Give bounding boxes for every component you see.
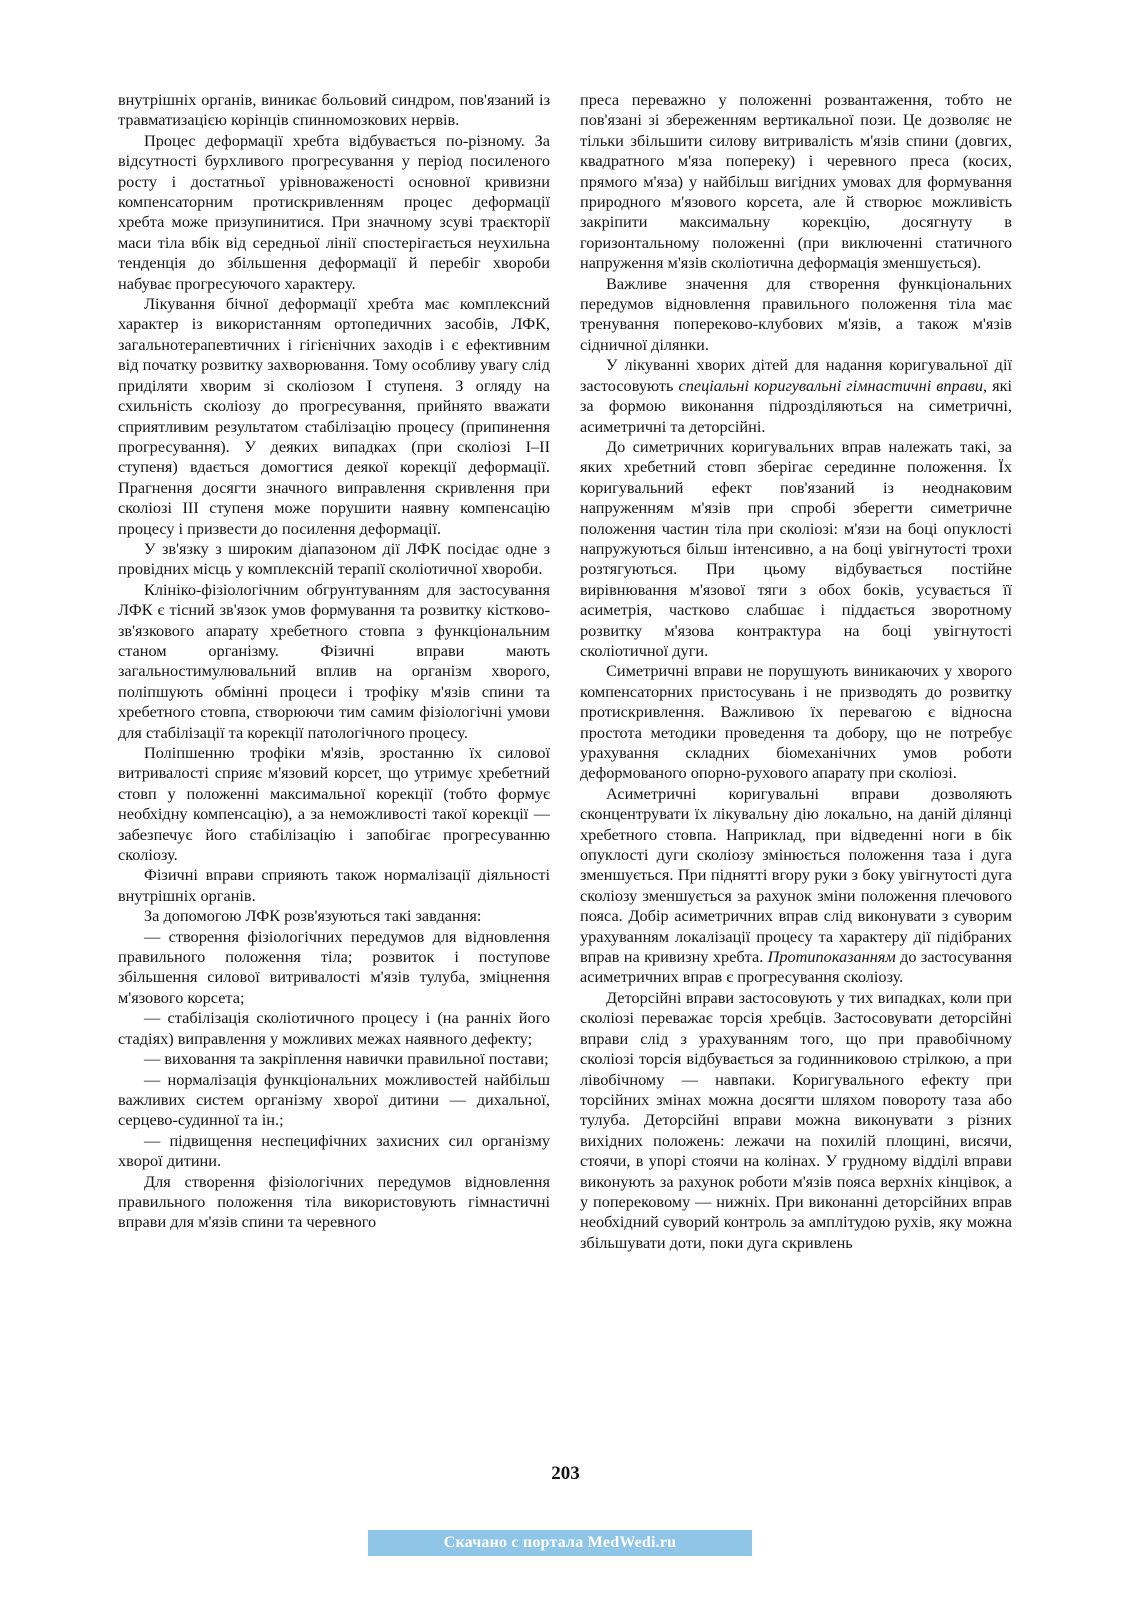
paragraph: преса переважно у положенні розвантаження, тобто не пов'язані зі збереженням вертикальної пози. Це дозволяє не тільки збільшити силову витривалість м'язів спини (довгих, квадратного м'яза попереку) і черевного преса (косих, прямого м'яза) у найбільш вигідних умовах для формування природного м'язового корсета, але й створює можливість закріпити максимальну корекцію, досягнуту в горизонтальному положенні (при виключенні статичного напруження м'язів сколіотична деформація зменшується). <box>580 90 1012 273</box>
italic-term: Протипоказанням <box>767 947 896 967</box>
text-run: які за формою виконання підрозділяються на симетричні, асиметричні та деторсійні. <box>580 375 1012 436</box>
text-run: Асиметричні коригувальні вправи дозволяють сконцентрувати їх лікувальну дію локально, на даній ділянці хребетного стовпа. Наприклад, при відведенні ноги в бік опуклості дуги сколіозу змінюється положення таза і дуга зменшується. При піднятті вгору руки з боку увігнутості дуга сколіозу зменшується за рахунок зміни положення плечового пояса. Добір асиметричних вправ слід виконувати з суворим урахуванням локалізації процесу та характеру дії підібраних вправ на кривизну хребта. <box>580 783 1012 967</box>
paragraph: До симетричних коригувальних вправ належать такі, за яких хребетний стовп зберігає серединне положення. Їх коригувальний ефект пов'язаний із неоднаковим напруженням м'язів при спробі зберегти симетричне положення частин тіла при сколіозі: м'язи на боці опуклості напружуються більш інтенсивно, а на боці увігнутості трохи розтягуються. При цьому відбувається постійне вирівнювання м'язової тяги з обох боків, усувається її асиметрія, частково слабшає і піддається зворотному розвитку м'язова контрактура на боці увігнутості сколіотичної дуги. <box>580 436 1012 660</box>
paragraph: Лікування бічної деформації хребта має комплексний характер із використанням ортопедичних засобів, ЛФК, загальнотерапевтичних і гігієнічних заходів і є ефективним від початку розвитку захворювання. Тому особливу увагу слід приділяти хворим зі сколіозом І ступеня. З огляду на схильність сколіозу до прогресування, прийнято вважати сприятливим результатом стабілізацію процесу (припинення прогресування). У деяких випадках (при сколіозі І–ІІ ступеня) вдається домогтися деякої корекції деформації. Прагнення досягти значного виправлення скривлення при сколіозі III ступеня може порушити наявну компенсацію процесу і призвести до посилення деформації. <box>118 294 550 538</box>
list-item: — створення фізіологічних передумов для відновлення правильного положення тіла; розвиток і поступове збільшення силової витривалості м'язів тулуба, зміцнення м'язового корсета; <box>118 926 550 1007</box>
watermark-banner[interactable] <box>368 1530 752 1556</box>
watermark-text: Скачано с портала MedWedi.ru <box>443 1534 677 1551</box>
list-item: — нормалізація функціональних можливостей найбільш важливих систем організму хворої дитини — дихальної, серцево-судинної та ін.; <box>118 1069 550 1130</box>
paragraph: внутрішніх органів, виникає больовий синдром, пов'язаний із травматизацією корінців спинномозкових нервів. <box>118 90 550 130</box>
paragraph: Клініко-фізіологічним обгрунтуванням для застосування ЛФК є тісний зв'язок умов формування та розвитку кістково-зв'язкового апарату хребетного стовпа з функціональним станом організму. Фізичні вправи мають загальностимулювальний вплив на організм хворого, поліпшують обмінні процеси і трофіку м'язів спини та хребетного стовпа, створюючи тим самим фізіологічні умови для стабілізації та корекції патологічного процесу. <box>118 579 550 742</box>
paragraph <box>580 784 1012 988</box>
right-column <box>580 90 1012 1253</box>
paragraph: Симетричні вправи не порушують виникаючих у хворого компенсаторних пристосувань і не призводять до розвитку протискривлення. Важливою їх перевагою є відносна простота методики проведення та добору, що не потребує урахування складних біомеханічних умов роботи деформованого опорно-рухового апарату при сколіозі. <box>580 661 1012 783</box>
text-run: до застосування асиметричних вправ є прогресування сколіозу. <box>580 947 1012 987</box>
paragraph <box>580 355 1012 437</box>
paragraph: Фізичні вправи сприяють також нормалізації діяльності внутрішніх органів. <box>118 865 550 905</box>
italic-term: спеціальні коригувальні гімнастичні вправи, <box>678 375 988 395</box>
left-column <box>118 90 550 1233</box>
paragraph: За допомогою ЛФК розв'язуються такі завдання: <box>144 906 482 926</box>
paragraph: Деторсійні вправи застосовують у тих випадках, коли при сколіозі переважає торсія хребців. Застосовувати деторсійні вправи слід з урахуванням того, що при правобічному сколіозі торсія відбувається за годинниковою стрілкою, а при лівобічному — навпаки. Коригувального ефекту при торсійних змінах можна досягти шляхом повороту таза або тулуба. Деторсійні вправи можна виконувати з різних вихідних положень: лежачи на похилій площині, висячи, стоячи, в упорі стоячи на колінах. У грудному відділі вправи виконують за рахунок роботи м'язів пояса верхніх кінцівок, а у поперековому — нижніх. При виконанні деторсійних вправ необхідний суворий контроль за амплітудою рухів, яку можна збільшувати доти, поки дуга скривлень <box>580 987 1012 1252</box>
text-run: У лікуванні хворих дітей для надання коригувальної дії застосовують <box>580 355 1012 395</box>
paragraph: Для створення фізіологічних передумов відновлення правильного положення тіла використовують гімнастичні вправи для м'язів спини та черевного <box>118 1171 550 1232</box>
list-item: — виховання та закріплення навички правильної постави; <box>144 1049 549 1069</box>
list-item: — підвищення неспецифічних захисних сил організму хворої дитини. <box>118 1130 550 1171</box>
paragraph: Важливе значення для створення функціональних передумов відновлення правильного положення тіла має тренування попереково-клубових м'язів, а також м'язів сідничної ділянки. <box>580 273 1012 354</box>
paragraph: Поліпшенню трофіки м'язів, зростанню їх силової витривалості сприяє м'язовий корсет, що утримує хребетний стовп у положенні максимальної корекції (тобто формує необхідну компенсацію), а за неможливості такої корекції — забезпечує його стабілізацію і запобігає прогресуванню сколіозу. <box>118 743 550 865</box>
paragraph: У зв'язку з широким діапазоном дії ЛФК посідає одне з провідних місць у комплексній терапії сколіотичної хвороби. <box>118 538 550 579</box>
list-item: — стабілізація сколіотичного процесу і (на ранніх його стадіях) виправлення у можливих межах наявного дефекту; <box>118 1008 550 1048</box>
paragraph: Процес деформації хребта відбувається по-різному. За відсутності бурхливого прогресування у період посиленого росту і достатньої урівноваженості основної кривизни компенсаторним протискривленням процес деформації хребта може призупинитися. При значному зсуві траєкторії маси тіла вбік від середньої лінії спостерігається неухильна тенденція до збільшення деформації й перебіг хвороби набуває прогресуючого характеру. <box>118 130 550 293</box>
page-number: 203 <box>551 1463 580 1484</box>
